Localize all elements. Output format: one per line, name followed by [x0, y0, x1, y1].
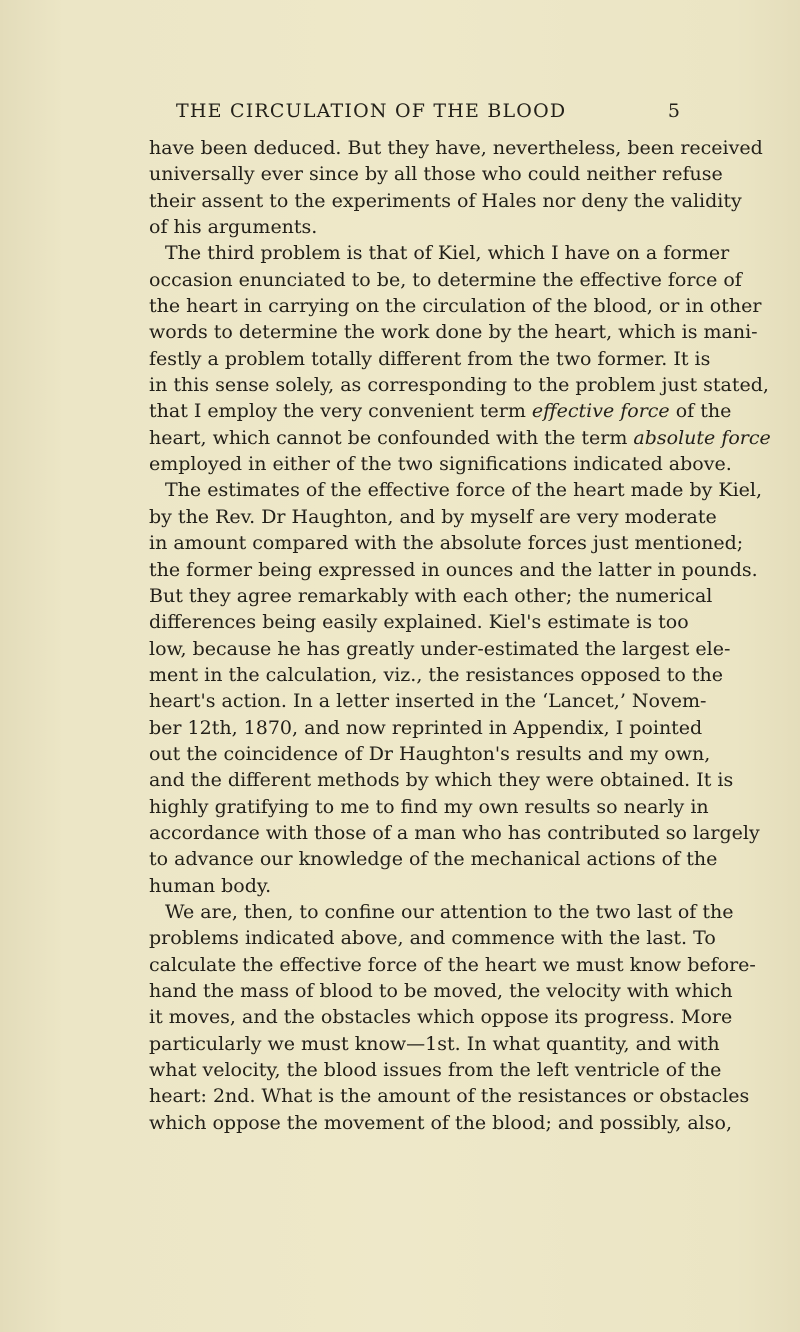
text-line: out the coincidence of Dr Haughton's results and my own,: [149, 742, 711, 765]
text-line: low, because he has greatly under-estimated the largest ele-: [149, 637, 731, 660]
text-line: highly gratifying to me to find my own results so nearly in: [149, 795, 709, 818]
text-line: The third problem is that of Kiel, which I have on a former: [165, 242, 730, 265]
text-line: their assent to the experiments of Hales nor deny the validity: [149, 189, 742, 212]
text-line: words to determine the work done by the heart, which is mani-: [149, 321, 758, 344]
text-line: which oppose the movement of the blood; and possibly, also,: [149, 1111, 732, 1134]
text-line: festly a problem totally different from the two former. It is: [149, 347, 711, 370]
text-line: have been deduced. But they have, nevertheless, been received: [149, 137, 763, 159]
text-line: the former being expressed in ounces and the latter in pounds.: [149, 558, 758, 581]
text-line: heart: 2nd. What is the amount of the resistances or obstacles: [149, 1085, 750, 1108]
running-title: THE CIRCULATION OF THE BLOOD: [176, 100, 567, 122]
text-line: heart's action. In a letter inserted in the ‘Lancet,’ Novem-: [149, 690, 707, 713]
text-line: by the Rev. Dr Haughton, and by myself are very moderate: [149, 505, 717, 528]
text-line: occasion enunciated to be, to determine the effective force of: [149, 268, 742, 291]
text-line: and the different methods by which they were obtained. It is: [149, 769, 734, 792]
body-text: [149, 135, 771, 1136]
text-line: problems indicated above, and commence with the last. To: [149, 927, 716, 950]
text-line: it moves, and the obstacles which oppose its progress. More: [149, 1006, 733, 1029]
text-line: But they agree remarkably with each other; the numerical: [149, 584, 713, 607]
text-line: in this sense solely, as corresponding to the problem just stated,: [149, 374, 769, 397]
text-line: universally ever since by all those who could neither refuse: [149, 163, 723, 186]
text-line: employed in either of the two significations indicated above.: [149, 453, 732, 476]
text-line: particularly we must know—1st. In what quantity, and with: [149, 1032, 720, 1055]
text-line: accordance with those of a man who has contributed so largely: [149, 821, 760, 844]
text-line: calculate the effective force of the heart we must know before-: [149, 953, 756, 976]
page-number: 5: [667, 100, 680, 122]
text-line: We are, then, to confine our attention to the two last of the: [165, 900, 734, 923]
text-line: ment in the calculation, viz., the resistances opposed to the: [149, 663, 723, 686]
text-line: in amount compared with the absolute forces just mentioned;: [149, 532, 744, 555]
text-line: what velocity, the blood issues from the left ventricle of the: [149, 1059, 722, 1082]
running-head: [150, 100, 680, 128]
text-line: to advance our knowledge of the mechanical actions of the: [149, 848, 718, 871]
text-line: human body.: [149, 874, 272, 897]
text-line: The estimates of the effective force of the heart made by Kiel,: [165, 479, 763, 502]
text-line: heart, which cannot be confounded with the term absolute force: [149, 426, 771, 449]
text-line: hand the mass of blood to be moved, the velocity with which: [149, 980, 733, 1002]
text-line: differences being easily explained. Kiel's estimate is too: [149, 611, 689, 634]
text-line: ber 12th, 1870, and now reprinted in Appendix, I pointed: [149, 716, 703, 739]
text-line: of his arguments.: [149, 216, 318, 239]
text-line: that I employ the very convenient term effective force of the: [149, 400, 732, 423]
text-line: the heart in carrying on the circulation of the blood, or in other: [149, 295, 762, 318]
